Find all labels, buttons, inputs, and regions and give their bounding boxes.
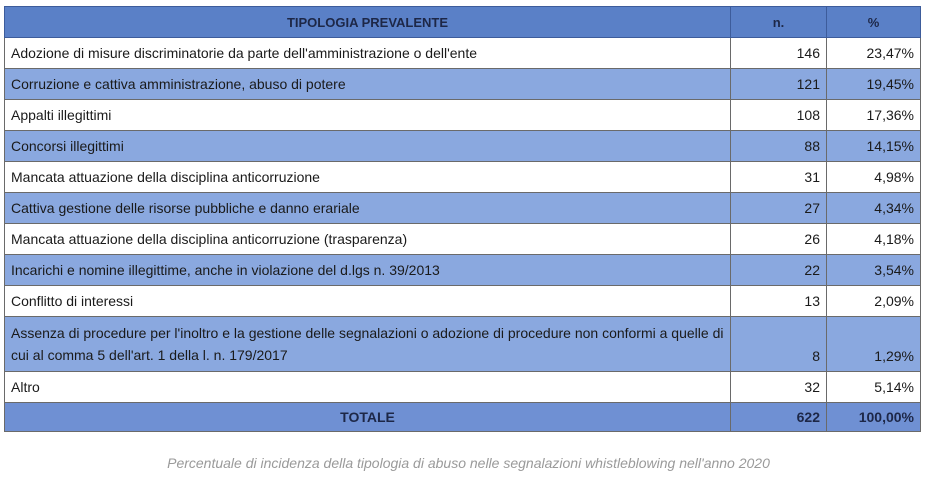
- row-label: Appalti illegittimi: [5, 100, 731, 131]
- row-count: 22: [731, 255, 827, 286]
- row-label: Corruzione e cattiva amministrazione, abuso di potere: [5, 69, 731, 100]
- row-count: 108: [731, 100, 827, 131]
- table-row: [5, 255, 921, 286]
- row-percent: 1,29%: [827, 317, 921, 372]
- row-label: Adozione di misure discriminatorie da parte dell'amministrazione o dell'ente: [5, 38, 731, 69]
- total-label: TOTALE: [5, 403, 731, 432]
- row-percent: 14,15%: [827, 131, 921, 162]
- table-row: [5, 100, 921, 131]
- table-row: [5, 131, 921, 162]
- row-count: 26: [731, 224, 827, 255]
- table-row: [5, 38, 921, 69]
- row-percent: 4,98%: [827, 162, 921, 193]
- row-label: Altro: [5, 372, 731, 403]
- table-row: [5, 372, 921, 403]
- row-percent: 19,45%: [827, 69, 921, 100]
- row-count: 8: [731, 317, 827, 372]
- row-percent: 23,47%: [827, 38, 921, 69]
- row-label: Assenza di procedure per l'inoltro e la gestione delle segnalazioni o adozione di procedure non conformi a quelle di cui al comma 5 dell'art. 1 della l. n. 179/2017: [5, 317, 731, 372]
- row-label: Cattiva gestione delle risorse pubbliche e danno erariale: [5, 193, 731, 224]
- total-percent: 100,00%: [827, 403, 921, 432]
- header-tipologia: TIPOLOGIA PREVALENTE: [5, 7, 731, 38]
- row-label: Mancata attuazione della disciplina anticorruzione: [5, 162, 731, 193]
- abuse-type-table: [4, 6, 921, 432]
- row-percent: 4,34%: [827, 193, 921, 224]
- table-row: [5, 224, 921, 255]
- row-percent: 4,18%: [827, 224, 921, 255]
- row-label: Conflitto di interessi: [5, 286, 731, 317]
- row-percent: 17,36%: [827, 100, 921, 131]
- table-header-row: [5, 7, 921, 38]
- table-row: [5, 193, 921, 224]
- row-count: 121: [731, 69, 827, 100]
- total-count: 622: [731, 403, 827, 432]
- row-count: 146: [731, 38, 827, 69]
- row-count: 27: [731, 193, 827, 224]
- row-percent: 2,09%: [827, 286, 921, 317]
- row-count: 88: [731, 131, 827, 162]
- table-row: [5, 286, 921, 317]
- table-row: [5, 162, 921, 193]
- row-label: Mancata attuazione della disciplina anticorruzione (trasparenza): [5, 224, 731, 255]
- total-row: [5, 403, 921, 432]
- table-row: [5, 317, 921, 372]
- table-caption: Percentuale di incidenza della tipologia di abuso nelle segnalazioni whistleblowing nell'anno 2020: [167, 455, 770, 471]
- row-label: Incarichi e nomine illegittime, anche in violazione del d.lgs n. 39/2013: [5, 255, 731, 286]
- row-label: Concorsi illegittimi: [5, 131, 731, 162]
- row-count: 31: [731, 162, 827, 193]
- row-percent: 5,14%: [827, 372, 921, 403]
- header-n: n.: [731, 7, 827, 38]
- table-row: [5, 69, 921, 100]
- header-percent: %: [827, 7, 921, 38]
- row-count: 32: [731, 372, 827, 403]
- row-percent: 3,54%: [827, 255, 921, 286]
- row-count: 13: [731, 286, 827, 317]
